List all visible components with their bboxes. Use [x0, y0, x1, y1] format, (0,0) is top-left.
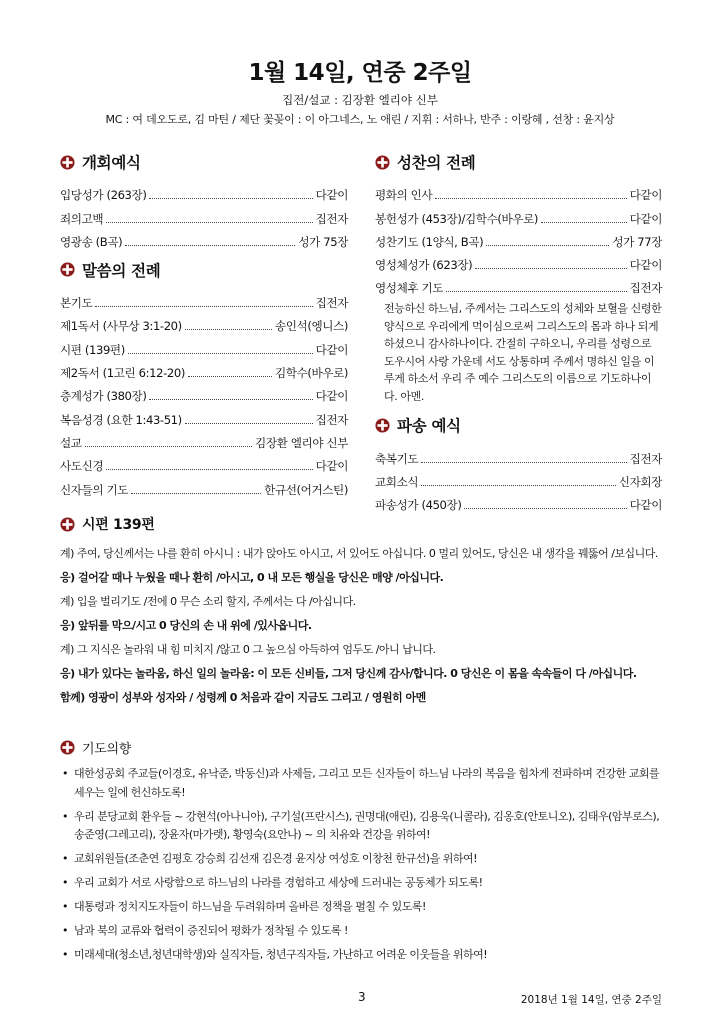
row-value: 집전자: [629, 281, 662, 296]
row-label: 성찬기도 (1양식, B곡): [375, 234, 484, 249]
order-row: [375, 203, 662, 226]
section-header-eucharist: [375, 150, 662, 174]
order-row: [375, 227, 662, 250]
section-title: 개회예식: [82, 154, 141, 172]
section-header-dismissal: [375, 413, 662, 437]
psalm-line: 응) 내가 있다는 놀라움, 하신 일의 놀라움: 이 모든 신비들, 그저 당신께 감사/합니다. 0 당신은 이 몸을 속속들이 다 /아십니다.: [60, 667, 637, 680]
cross-circle-icon: [60, 740, 75, 755]
row-value: 집전자: [315, 211, 348, 226]
section-title: 말씀의 전례: [82, 261, 161, 280]
cross-circle-icon: [60, 262, 75, 277]
row-value: 송인석(엥니스): [274, 319, 348, 334]
order-row: [60, 381, 348, 404]
row-label: 영성체성가 (623장): [375, 258, 473, 273]
row-label: 본기도: [60, 296, 93, 311]
order-row: [60, 311, 348, 334]
row-label: 봉헌성가 (453장)/김학수(바우로): [375, 211, 539, 226]
intention-text: 대한성공회 주교들(이경호, 유낙준, 박동신)과 사제들, 그리고 모든 신자들이 하느님 나라의 복음을 힘차게 전파하며 건강한 교회를 세우는 일에 헌신하도록!: [74, 767, 660, 799]
row-label: 평화의 인사: [375, 188, 433, 203]
leader-dots: [475, 268, 626, 269]
order-row: [60, 288, 348, 311]
row-value: 다같이: [629, 188, 662, 203]
row-value: 한규선(어거스틴): [264, 482, 348, 497]
intention-text: 남과 북의 교류와 협력이 증진되어 평화가 정착될 수 있도록 !: [74, 924, 348, 937]
leader-dots: [106, 222, 312, 223]
section-title: 성찬의 전례: [397, 154, 476, 172]
order-row: [375, 250, 662, 273]
row-value: 집전자: [315, 296, 348, 311]
section-title: 파송 예식: [397, 417, 461, 436]
bullet: •: [62, 852, 68, 865]
row-value: 성가 77장: [612, 234, 662, 249]
leader-dots: [131, 493, 261, 494]
order-row: [60, 358, 348, 381]
cross-circle-icon: [60, 517, 75, 532]
psalm-line: 함께) 영광이 성부와 성자와 / 성령께 0 처음과 같이 지금도 그리고 / 영원히 아멘: [60, 691, 426, 704]
order-row: [375, 273, 662, 296]
row-label: 층계성가 (380장): [60, 389, 147, 404]
leader-dots: [421, 485, 616, 486]
row-label: 영광송 (B곡): [60, 234, 123, 249]
row-value: 다같이: [315, 342, 348, 357]
row-value: 김장환 엘리야 신부: [255, 435, 348, 450]
cross-circle-icon: [375, 155, 390, 170]
row-label: 시편 (139편): [60, 342, 125, 357]
intention-text: 대통령과 정치지도자들이 하느님을 두려워하며 올바른 정책을 펼칠 수 있도록!: [74, 900, 426, 913]
psalm-line: 응) 앞뒤를 막으/시고 0 당신의 손 내 위에 /있사옵니다.: [60, 619, 312, 632]
row-label: 교회소식: [375, 475, 419, 490]
bullet: •: [62, 876, 68, 889]
leader-dots: [128, 353, 313, 354]
order-row: [375, 467, 662, 490]
leader-dots: [421, 462, 626, 463]
leader-dots: [541, 222, 627, 223]
row-value: 다같이: [315, 459, 348, 474]
bullet: •: [62, 809, 68, 823]
cross-circle-icon: [60, 155, 75, 170]
celebrant-line: 집전/설교 : 김장환 엘리야 신부: [282, 93, 438, 107]
order-row: [375, 180, 662, 203]
order-row: [375, 443, 662, 466]
leader-dots: [435, 198, 626, 199]
order-row: [60, 404, 348, 427]
leader-dots: [185, 329, 272, 330]
order-row: [60, 180, 348, 203]
row-label: 사도신경: [60, 459, 104, 474]
row-label: 설교: [60, 435, 82, 450]
bullet: •: [62, 948, 68, 961]
order-row: [60, 227, 348, 250]
row-label: 신자들의 기도: [60, 482, 129, 497]
leader-dots: [188, 376, 272, 377]
order-row: [60, 203, 348, 226]
section-header-opening: [60, 150, 348, 174]
row-value: 신자회장: [618, 475, 662, 490]
post-communion-prayer: 전능하신 하느님, 주께서는 그리스도의 성체와 보혈을 신령한 양식으로 우리에게 먹이심으로써 그리스도의 몸과 하나 되게 하셨으니 감사하나이다. 간절히 구하오니, 우리를 성령으로 도우시어 사랑 가운데 서도 상통하며 주께서 명하신 일을 이루게 하소서 우리 주 예수 그리스도의 이름으로 기도하나이다. 아멘.: [384, 302, 662, 403]
intention-text: 미래세대(청소년,청년대학생)와 실직자들, 청년구직자들, 가난하고 어려운 이웃들을 위하여!: [74, 948, 488, 961]
list-item: [60, 898, 670, 917]
row-label: 파송성가 (450장): [375, 498, 462, 513]
row-value: 집전자: [629, 451, 662, 466]
order-row: [60, 334, 348, 357]
page-number: 3: [358, 990, 366, 1004]
list-item: [60, 808, 670, 845]
row-label: 입당성가 (263장): [60, 188, 147, 203]
psalm-line: 계) 그 지식은 놀라워 내 힘 미치지 /않고 0 그 높으심 아득하여 엄두도 /아니 납니다.: [60, 643, 436, 656]
list-item: [60, 850, 670, 869]
bullet: •: [62, 767, 68, 780]
cross-circle-icon: [375, 418, 390, 433]
order-row: [60, 428, 348, 451]
section-title: 기도의향: [82, 741, 132, 757]
intention-text: 교회위원들(조춘연 김평호 강승희 김선재 김은경 윤지상 여성호 이창천 한규선)을 위하여!: [74, 852, 477, 865]
row-value: 다같이: [629, 258, 662, 273]
left-column: [60, 150, 348, 498]
intention-text: 우리 분당교회 환우들 ~ 강현석(아나니아), 구기설(프란시스), 권명대(애린), 김용욱(니콜라), 김옹호(안토니오), 김태우(암부로스), 송준영(그레고리), 장윤자(마가렛), 황영숙(요안나) ~ 의 치유와 건강을 위하여!: [74, 809, 660, 841]
leader-dots: [125, 245, 295, 246]
intention-text: 우리 교회가 서로 사랑함으로 하느님의 나라를 경험하고 세상에 드러내는 공동체가 되도록!: [74, 876, 483, 889]
leader-dots: [446, 291, 627, 292]
section-title: 시편 139편: [82, 517, 155, 533]
right-column: [375, 150, 662, 513]
order-row: [375, 490, 662, 513]
psalm-line: 계) 입을 벌리기도 /전에 0 무슨 소리 할지, 주께서는 다 /아십니다.: [60, 595, 356, 608]
leader-dots: [185, 423, 313, 424]
order-row: [60, 451, 348, 474]
row-label: 복음성경 (요한 1:43-51): [60, 412, 182, 427]
leader-dots: [149, 399, 312, 400]
row-value: 집전자: [315, 412, 348, 427]
leader-dots: [106, 469, 312, 470]
row-value: 다같이: [315, 389, 348, 404]
row-label: 죄의고백: [60, 211, 104, 226]
row-label: 축복기도: [375, 451, 419, 466]
leader-dots: [85, 446, 252, 447]
row-value: 다같이: [315, 188, 348, 203]
bullet: •: [62, 900, 68, 913]
row-label: 제2독서 (1고린 6:12-20): [60, 366, 185, 381]
row-value: 다같이: [629, 498, 662, 513]
row-value: 성가 75장: [298, 234, 348, 249]
list-item: [60, 874, 670, 893]
leader-dots: [464, 508, 626, 509]
row-label: 영성체후 기도: [375, 281, 444, 296]
row-value: 다같이: [629, 211, 662, 226]
list-item: [60, 765, 670, 802]
leader-dots: [95, 306, 312, 307]
psalm-section: [60, 512, 670, 710]
bullet: •: [62, 924, 68, 937]
page-title: 1월 14일, 연중 2주일: [248, 60, 472, 86]
section-header-intentions: [60, 735, 670, 759]
leader-dots: [486, 245, 609, 246]
row-value: 김학수(바우로): [274, 366, 348, 381]
intentions-section: [60, 735, 670, 970]
order-row: [60, 474, 348, 497]
list-item: [60, 922, 670, 941]
footer-date: 2018년 1월 14일, 연중 2주일: [520, 994, 662, 1006]
section-header-word: [60, 258, 348, 282]
row-label: 제1독서 (사무상 3:1-20): [60, 319, 182, 334]
list-item: [60, 946, 670, 965]
psalm-line: 계) 주여, 당신께서는 나를 환히 아시니 : 내가 앉아도 아시고, 서 있어도 아십니다. 0 멀리 있어도, 당신은 내 생각을 꿰뚫어 /보십니다.: [60, 547, 658, 560]
leader-dots: [149, 198, 312, 199]
section-header-psalm: [60, 512, 670, 536]
psalm-line: 응) 걸어갈 때나 누웠을 때나 환히 /아시고, 0 내 모든 행실을 당신은 매양 /아십니다.: [60, 571, 444, 584]
staff-line: MC : 여 데오도로, 김 마틴 / 제단 꽃꽂이 : 이 아그네스, 노 애린 / 지휘 : 서하나, 반주 : 이랑혜 , 선창 : 윤지상: [105, 113, 615, 126]
